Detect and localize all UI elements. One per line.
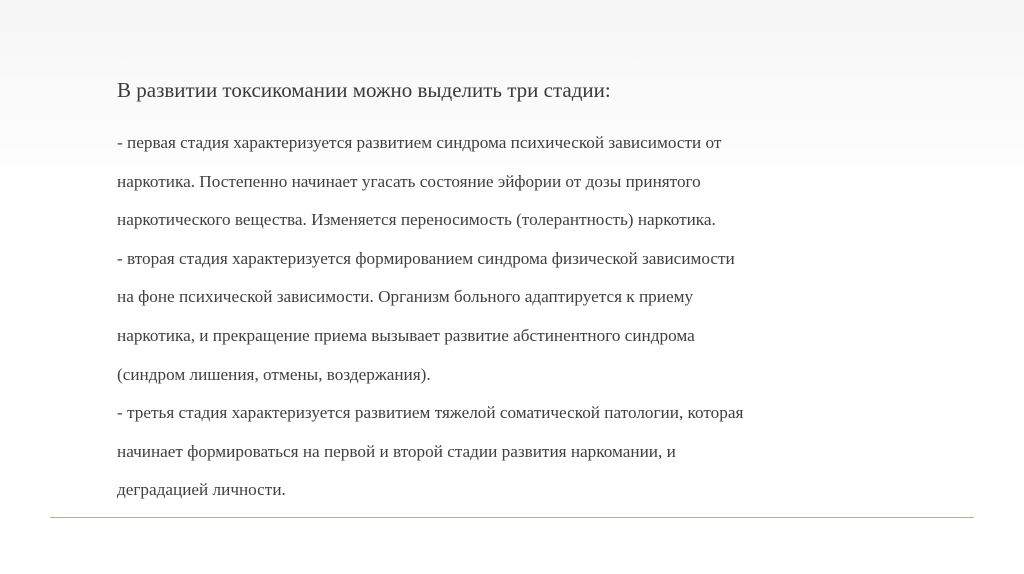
slide-heading: В развитии токсикомании можно выделить три стадии: (117, 78, 611, 102)
body-line: наркотического вещества. Изменяется переносимость (толерантность) наркотика. (117, 210, 716, 230)
body-line: - первая стадия характеризуется развитием синдрома психической зависимости от (117, 133, 722, 152)
slide-body-text (117, 124, 907, 510)
body-line: начинает формироваться на первой и второй стадии развития наркомании, и (117, 441, 676, 461)
body-line: - вторая стадия характеризуется формированием синдрома физической зависимости (117, 248, 735, 268)
body-line: деградацией личности. (117, 480, 286, 500)
body-line: наркотика. Постепенно начинает угасать состояние эйфории от дозы принятого (117, 171, 701, 191)
body-line: наркотика, и прекращение приема вызывает развитие абстинентного синдрома (117, 325, 695, 345)
body-line: на фоне психической зависимости. Организм больного адаптируется к приему (117, 287, 694, 307)
body-line: - третья стадия характеризуется развитием тяжелой соматической патологии, которая (117, 403, 744, 423)
footer-divider (50, 517, 974, 518)
body-line: (синдром лишения, отмены, воздержания). (117, 364, 431, 384)
